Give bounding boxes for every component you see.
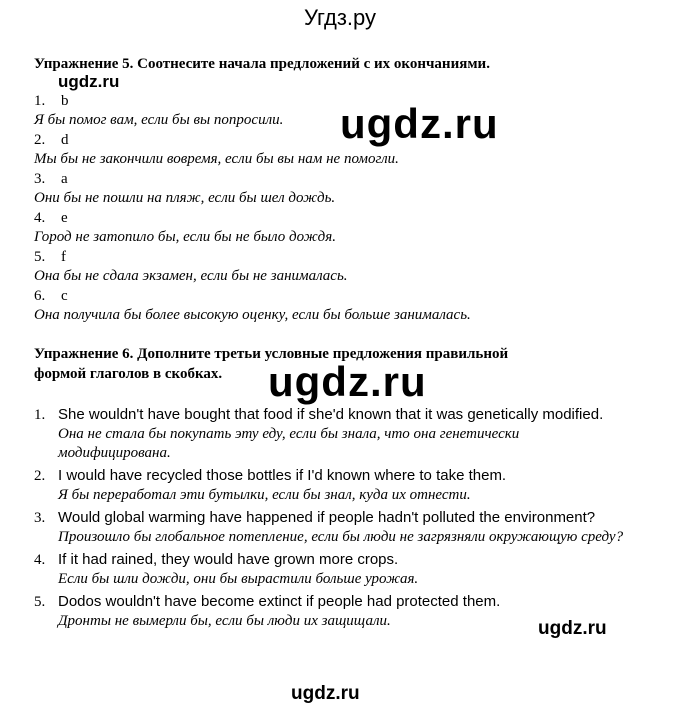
answer-letter: a — [61, 171, 68, 187]
translation: Если бы шли дожди, они бы вырастили больше урожая. — [58, 571, 419, 587]
item-number: 4. — [34, 552, 46, 568]
item-number: 2. — [34, 132, 46, 148]
item-number: 5. — [34, 249, 46, 265]
list-item — [34, 550, 634, 589]
watermark-bottom: ugdz.ru — [291, 683, 360, 704]
watermark-top: ugdz.ru — [58, 72, 120, 91]
answer-letter: d — [61, 132, 69, 148]
answer-letter: c — [61, 288, 68, 304]
translation: Я бы переработал эти бутылки, если бы знал, куда их отнести. — [58, 487, 471, 503]
exercise5-heading: Упражнение 5. Соотнесите начала предложений с их окончаниями. — [34, 56, 490, 72]
translation: Город не затопило бы, если бы не было дождя. — [34, 229, 336, 245]
list-item — [34, 248, 654, 287]
item-number: 3. — [34, 171, 46, 187]
item-number: 2. — [34, 468, 46, 484]
watermark-large-2: ugdz.ru — [268, 358, 427, 405]
item-number: 1. — [34, 407, 46, 423]
list-item — [34, 287, 654, 326]
english-sentence: Would global warming have happened if people hadn't polluted the environment? — [58, 509, 596, 526]
item-number: 3. — [34, 510, 46, 526]
site-title: Угдз.ру — [303, 5, 377, 30]
exercise6-list — [34, 405, 634, 634]
translation: Она бы не сдала экзамен, если бы не занималась. — [34, 268, 348, 284]
english-sentence: She wouldn't have bought that food if she'd known that it was genetically modified. — [58, 406, 604, 423]
answer-letter: f — [61, 249, 66, 265]
list-item — [34, 170, 654, 209]
watermark-large-1: ugdz.ru — [340, 100, 499, 147]
item-number: 4. — [34, 210, 46, 226]
exercise6-heading-line1: Упражнение 6. Дополните третьи условные предложения правильной — [34, 346, 509, 362]
english-sentence: Dodos wouldn't have become extinct if people had protected them. — [58, 593, 501, 610]
list-item — [34, 209, 654, 248]
list-item — [34, 508, 634, 547]
english-sentence: I would have recycled those bottles if I'd known where to take them. — [58, 467, 507, 484]
exercise6-heading-line2: формой глаголов в скобках. — [34, 366, 223, 382]
answer-letter: e — [61, 210, 68, 226]
translation: Произошло бы глобальное потепление, если бы люди не загрязняли окружающую среду? — [58, 529, 624, 545]
list-item — [34, 466, 634, 505]
watermark-right: ugdz.ru — [538, 618, 607, 639]
english-sentence: If it had rained, they would have grown more crops. — [58, 551, 399, 568]
item-number: 5. — [34, 594, 46, 610]
translation: Дронты не вымерли бы, если бы люди их защищали. — [58, 613, 391, 629]
translation: Я бы помог вам, если бы вы попросили. — [34, 112, 284, 128]
translation: Она получила бы более высокую оценку, если бы больше занималась. — [34, 307, 471, 323]
list-item — [34, 405, 634, 463]
translation: Она не стала бы покупать эту еду, если бы знала, что она генетически модифицирована. — [58, 426, 520, 461]
translation: Мы бы не закончили вовремя, если бы вы нам не помогли. — [34, 151, 399, 167]
item-number: 6. — [34, 288, 46, 304]
answer-letter: b — [61, 93, 69, 109]
translation: Они бы не пошли на пляж, если бы шел дождь. — [34, 190, 336, 206]
item-number: 1. — [34, 93, 46, 109]
